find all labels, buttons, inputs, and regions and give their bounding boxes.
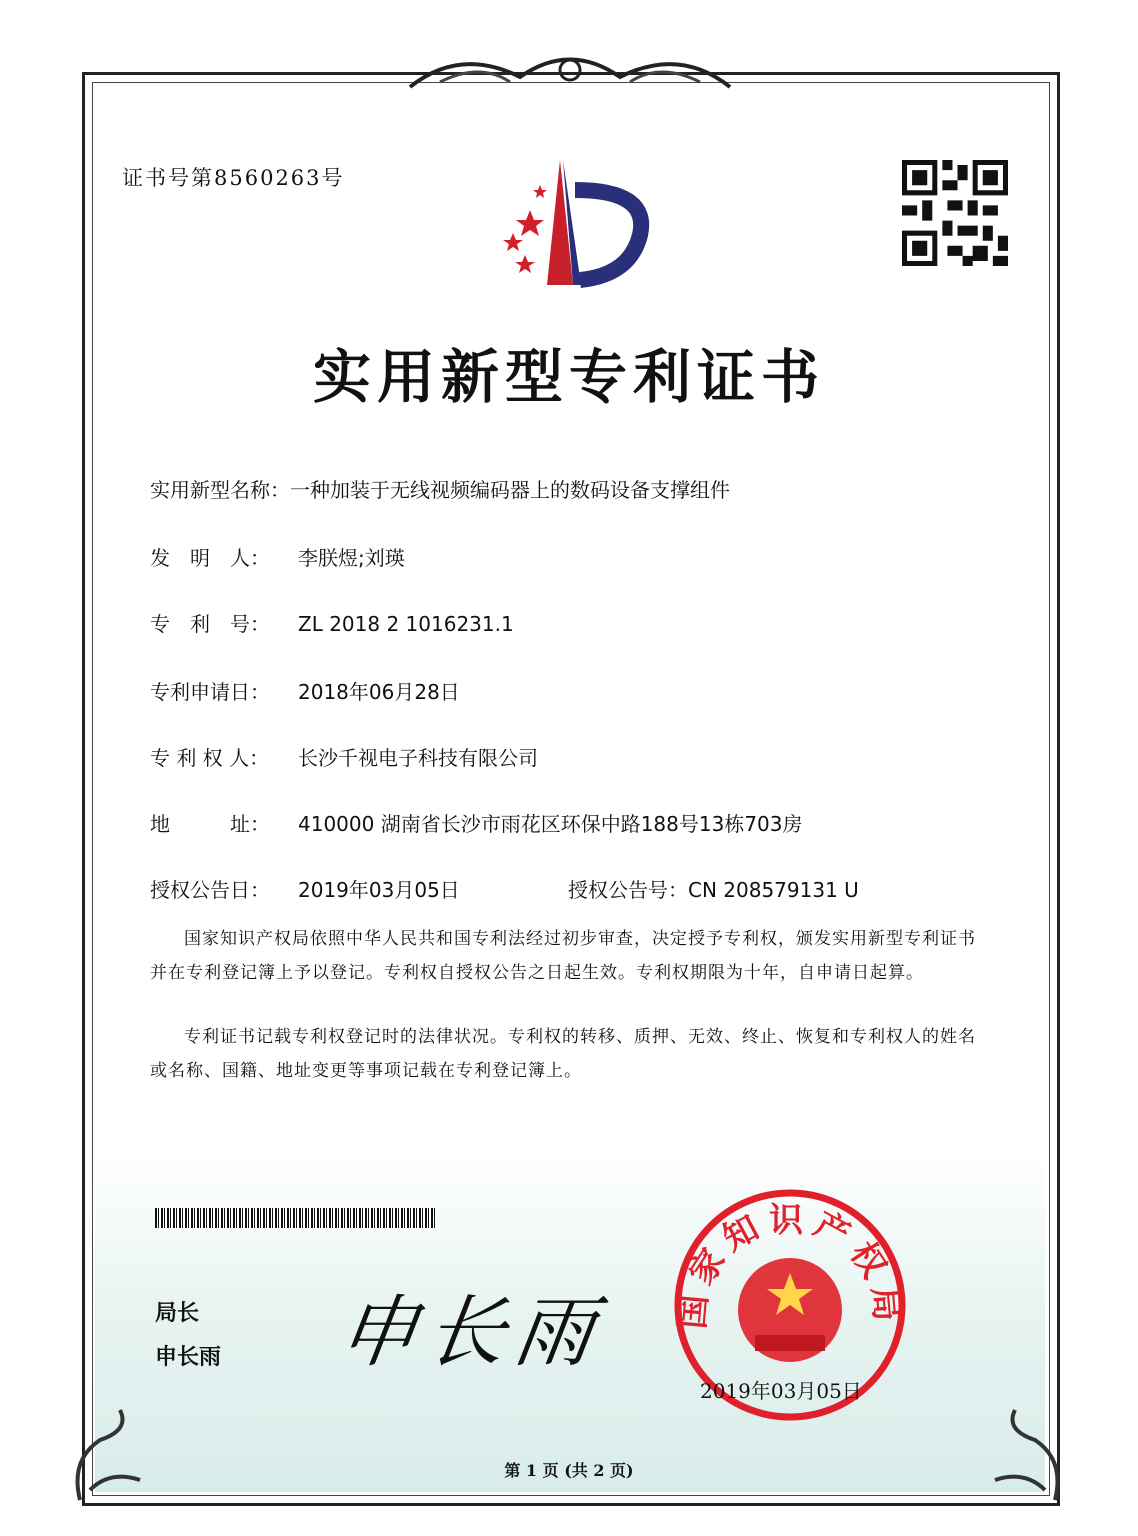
- field-announcement-number: [568, 874, 859, 903]
- field-value: 长沙千视电子科技有限公司: [298, 746, 538, 770]
- cnipa-logo-icon: [485, 155, 655, 290]
- field-label: 授权公告日：: [150, 878, 270, 902]
- field-value: 李朕煜;刘瑛: [298, 546, 405, 570]
- field-label: 专 利 号：: [150, 612, 270, 636]
- field-patent-number: [150, 608, 514, 637]
- certificate-number: 证书号第8560263号: [122, 166, 345, 190]
- field-value: 410000 湖南省长沙市雨花区环保中路188号13栋703房: [298, 812, 803, 836]
- page-footer: 第 1 页 (共 2 页): [504, 1461, 634, 1480]
- field-value: CN 208579131 U: [688, 878, 859, 902]
- field-inventor: [150, 542, 405, 571]
- field-value: 2019年03月05日: [298, 878, 460, 902]
- field-utility-model-name: [150, 474, 730, 503]
- field-label: 专利申请日：: [150, 680, 270, 704]
- qr-code-icon: [902, 160, 1008, 266]
- field-label: 发 明 人：: [150, 546, 270, 570]
- certificate-title: 实用新型专利证书: [312, 343, 825, 411]
- field-value: ZL 2018 2 1016231.1: [298, 612, 514, 636]
- signatory-name: 申长雨: [155, 1345, 222, 1370]
- corner-ornament-right-icon: [985, 1400, 1075, 1510]
- seal-text: 国家知识产权局: [672, 1200, 908, 1331]
- seal-date: 2019年03月05日: [700, 1379, 862, 1403]
- grant-paragraph: 国家知识产权局依照中华人民共和国专利法经过初步审查，决定授予专利权，颁发实用新型专利证书并在专利登记簿上予以登记。专利权自授权公告之日起生效。专利权期限为十年，自申请日起算。: [150, 929, 976, 983]
- barcode: [155, 1208, 437, 1228]
- field-address: [150, 808, 803, 837]
- top-ornament-icon: [400, 42, 740, 102]
- field-value: 2018年06月28日: [298, 680, 460, 704]
- field-patentee: [150, 742, 538, 771]
- field-value: 一种加装于无线视频编码器上的数码设备支撑组件: [290, 478, 730, 502]
- handwritten-signature: 申长雨: [332, 1288, 610, 1378]
- field-application-date: [150, 676, 460, 705]
- field-label: 专 利 权 人：: [150, 746, 270, 770]
- legal-status-paragraph: 专利证书记载专利权登记时的法律状况。专利权的转移、质押、无效、终止、恢复和专利权人的姓名或名称、国籍、地址变更等事项记载在专利登记簿上。: [150, 1027, 976, 1081]
- field-label: 地 址：: [150, 812, 270, 836]
- field-grant-date: [150, 874, 460, 903]
- field-label: 实用新型名称：: [150, 478, 290, 502]
- field-label: 授权公告号：: [568, 878, 688, 902]
- corner-ornament-left-icon: [60, 1400, 150, 1510]
- signatory-title: 局长: [155, 1301, 200, 1326]
